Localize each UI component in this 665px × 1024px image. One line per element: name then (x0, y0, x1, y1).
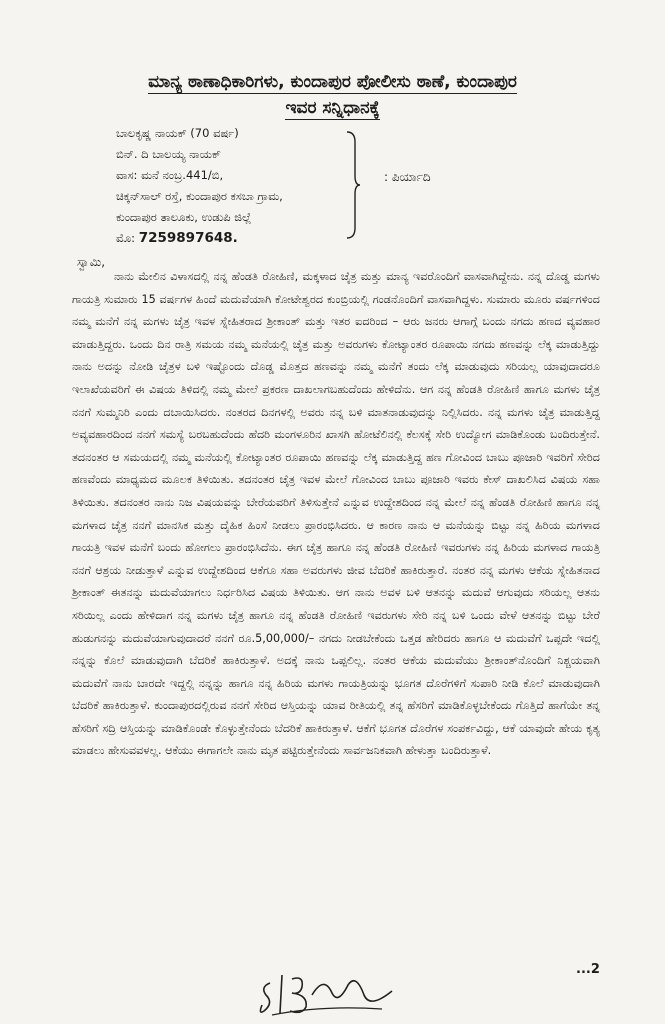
complainant-father: ಬಿನ್. ದಿ ಬಾಲಯ್ಯ ನಾಯಕ್ (116, 147, 221, 161)
complainant-role: : ಪಿರ್ಯಾದಿ (384, 170, 431, 184)
heading-line-1 (60, 72, 605, 92)
phone-label: ಮೊ: (116, 231, 136, 245)
complainant-taluk: ಕುಂದಾಪುರ ತಾಲೂಕು, ಉಡುಪಿ ಜಿಲ್ಲೆ (116, 210, 252, 224)
complainant-phone-line (116, 228, 366, 249)
page-number: ...2 (576, 962, 600, 977)
complainant-name: ಬಾಲಕೃಷ್ಣ ನಾಯಕ್ (70 ವರ್ಷ) (116, 126, 239, 140)
complainant-road: ಚಿಕ್ಕನ್‌ಸಾಲ್ ರಸ್ತೆ, ಕುಂದಾಪುರ ಕಸಬಾ ಗ್ರಾಮ, (116, 189, 283, 203)
heading-line-1-text: ಮಾನ್ಯ ಠಾಣಾಧಿಕಾರಿಗಳು, ಕುಂದಾಪುರ ಪೋಲೀಸು ಠಾಣೆ, ಕುಂದಾಪುರ (148, 72, 517, 92)
complaint-body: ನಾನು ಮೇಲಿನ ವಿಳಾಸದಲ್ಲಿ ನನ್ನ ಹೆಂಡತಿ ರೋಹಿಣಿ, ಮಕ್ಕಳಾದ ಚೈತ್ರ ಮತ್ತು ಮಾನ್ಯ ಇವರೊಂದಿಗೆ ವಾಸವಾಗಿದ್ದೇನು. ನನ್ನ ದೊಡ್ಡ ಮಗಳು ಗಾಯತ್ರಿ ಸುಮಾರು 15 ವರ್ಷಗಳ ಹಿಂದೆ ಮದುವೆಯಾಗಿ ಕೋಟೇಶ್ವರದ ಕುಂಬ್ರಿಯಲ್ಲಿ ಗಂಡನೊಂದಿಗೆ ವಾಸವಾಗಿದ್ದಳು. ಸುಮಾರು ಮೂರು ವರ್ಷಗಳಿಂದ ನಮ್ಮ ಮನೆಗೆ ನನ್ನ ಮಗಳು ಚೈತ್ರ ಇವಳ ಸ್ನೇಹಿತರಾದ ಶ್ರೀಕಾಂತ್ ಮತ್ತು ಇತರ ಐದರಿಂದ – ಆರು ಜನರು ಆಗಾಗ್ಗೆ ಬಂದು ನಗದು ಹಣದ ವ್ಯವಹಾರ ಮಾಡುತ್ತಿದ್ದರು. ಒಂದು ದಿನ ರಾತ್ರಿ ಸಮಯ ನಮ್ಮ ಮನೆಯಲ್ಲಿ ಚೈತ್ರ ಮತ್ತು ಅವರುಗಳು ಕೋಟ್ಯಾಂತರ ರೂಪಾಯಿ ನಗದು ಹಣವನ್ನು ಲೆಕ್ಕ ಮಾಡುತ್ತಿದ್ದು ನಾನು ಅದನ್ನು ನೋಡಿ ಚೈತ್ರಳ ಬಳಿ ಇಷ್ಟೊಂದು ದೊಡ್ಡ ಮೊತ್ತದ ಹಣವನ್ನು ನಮ್ಮ ಮನೆಗೆ ತಂದು ಲೆಕ್ಕ ಮಾಡುವುದು ಸರಿಯಲ್ಲ ಯಾವುದಾದರೂ ಇಲಾಖೆಯವರಿಗೆ ಈ ವಿಷಯ ತಿಳಿದಲ್ಲಿ ನಮ್ಮ ಮೇಲೆ ಪ್ರಕರಣ ದಾಖಲಾಗಬಹುದೆಂದು ಹೇಳಿದೆನು. ಆಗ ನನ್ನ ಹೆಂಡತಿ ರೋಹಿಣಿ ಹಾಗೂ ಮಗಳು ಚೈತ್ರ ನನಗೆ ಸುಮ್ಮನಿರಿ ಎಂದು ದಬಾಯಿಸಿದರು. ನಂತರದ ದಿನಗಳಲ್ಲಿ ಅವರು ನನ್ನ ಬಳಿ ಮಾತನಾಡುವುದನ್ನು ನಿಲ್ಲಿಸಿದರು. ನನ್ನ ಮಗಳು ಚೈತ್ರ ಮಾಡುತ್ತಿದ್ದ ಅವ್ಯವಹಾರದಿಂದ ನನಗೆ ಸಮಸ್ಯೆ ಬರಬಹುದೆಂದು ಹೆದರಿ ಮಂಗಳೂರಿನ ಖಾಸಗಿ ಹೋಟೆಲಿನಲ್ಲಿ ಕೆಲಸಕ್ಕೆ ಸೇರಿ ಉದ್ಯೋಗ ಮಾಡಿಕೊಂಡು ಬಂದಿರುತ್ತೇನೆ. ತದನಂತರ ಆ ಸಮಯದಲ್ಲಿ ನಮ್ಮ ಮನೆಯಲ್ಲಿ ಕೋಟ್ಯಾಂತರ ರೂಪಾಯಿ ಹಣವನ್ನು ಲೆಕ್ಕ ಮಾಡುತ್ತಿದ್ದ ಹಣ ಗೋವಿಂದ ಬಾಬು ಪೂಜಾರಿ ಇವರಿಗೆ ಸೇರಿದ ಹಣವೆಂದು ಮಾಧ್ಯಮದ ಮೂಲಕ ತಿಳಿಯಿತು. ತದನಂತರ ಚೈತ್ರ ಇವಳ ಮೇಲೆ ಗೋವಿಂದ ಬಾಬು ಪೂಜಾರಿ ಇವರು ಕೇಸ್ ದಾಖಲಿಸಿದ ವಿಷಯ ಸಹಾ ತಿಳಿಯಿತು. ತದನಂತರ ನಾನು ನಿಜ ವಿಷಯವನ್ನು ಬೇರೆಯವರಿಗೆ ತಿಳಿಸುತ್ತೇನೆ ಎನ್ನುವ ಉದ್ದೇಶದಿಂದ ನನ್ನ ಮೇಲೆ ನನ್ನ ಹೆಂಡತಿ ರೋಹಿಣಿ ಹಾಗೂ ನನ್ನ ಮಗಳಾದ ಚೈತ್ರ ನನಗೆ ಮಾನಸಿಕ ಮತ್ತು ದೈಹಿಕ ಹಿಂಸೆ ನೀಡಲು ಪ್ರಾರಂಭಿಸಿದರು. ಆ ಕಾರಣ ನಾನು ಆ ಮನೆಯನ್ನು ಬಿಟ್ಟು ನನ್ನ ಹಿರಿಯ ಮಗಳಾದ ಗಾಯತ್ರಿ ಇವಳ ಮನೆಗೆ ಬಂದು ಹೋಗಲು ಪ್ರಾರಂಭಿಸಿದೆನು. ಈಗ ಚೈತ್ರ ಹಾಗೂ ನನ್ನ ಹೆಂಡತಿ ರೋಹಿಣಿ ಇವರುಗಳು ನನ್ನ ಹಿರಿಯ ಮಗಳಾದ ಗಾಯತ್ರಿ ನನಗೆ ಆಶ್ರಯ ನೀಡುತ್ತಾಳೆ ಎನ್ನುವ ಉದ್ದೇಶದಿಂದ ಆಕೆಗೂ ಸಹಾ ಅವರುಗಳು ಜೀವ ಬೆದರಿಕೆ ಹಾಕಿರುತ್ತಾರೆ. ನಂತರ ನನ್ನ ಮಗಳು ಆಕೆಯ ಸ್ನೇಹಿತನಾದ ಶ್ರೀಕಾಂತ್ ಈತನನ್ನು ಮದುವೆಯಾಗಲು ನಿರ್ಧರಿಸಿದ ವಿಷಯ ತಿಳಿಯಿತು. ಆಗ ನಾನು ಅವಳ ಬಳಿ ಆತನನ್ನು ಮದುವೆ ಆಗುವುದು ಸರಿಯಲ್ಲ ಆತನು ಸರಿಯಿಲ್ಲ ಎಂದು ಹೇಳಿದಾಗ ನನ್ನ ಮಗಳು ಚೈತ್ರ ಹಾಗೂ ನನ್ನ ಹೆಂಡತಿ ರೋಹಿಣಿ ಇವರುಗಳು ಸೇರಿ ನನ್ನ ಬಳಿ ಒಂದು ವೇಳೆ ಆತನನ್ನು ಬಿಟ್ಟು ಬೇರೆ ಹುಡುಗನನ್ನು ಮದುವೆಯಾಗುವುದಾದರೆ ನನಗೆ ರೂ.5,00,000/– ನಗದು ನೀಡಬೇಕೆಂದು ಒತ್ತಡ ಹೇರಿದರು ಹಾಗೂ ಆ ಮದುವೆಗೆ ಒಪ್ಪದೇ ಇದಲ್ಲಿ ನನ್ನನ್ನು ಕೊಲೆ ಮಾಡುವುದಾಗಿ ಬೆದರಿಕೆ ಹಾಕಿರುತ್ತಾಳೆ. ಅದಕ್ಕೆ ನಾನು ಒಪ್ಪಲಿಲ್ಲ. ನಂತರ ಆಕೆಯ ಮದುವೆಯು ಶ್ರೀಕಾಂತ್‌ನೊಂದಿಗೆ ನಿಶ್ಚಯವಾಗಿ ಮದುವೆಗೆ ನಾನು ಬಾರದೇ ಇದ್ದಲ್ಲಿ ನನ್ನನ್ನು ಹಾಗೂ ನನ್ನ ಹಿರಿಯ ಮಗಳು ಗಾಯತ್ರಿಯನ್ನು ಭೂಗತ ದೊರೆಗಳಿಗೆ ಸುಪಾರಿ ನೀಡಿ ಕೊಲೆ ಮಾಡುವುದಾಗಿ ಬೆದರಿಕೆ ಹಾಕಿರುತ್ತಾಳೆ. ಕುಂದಾಪುರದಲ್ಲಿರುವ ನನಗೆ ಸೇರಿದ ಆಸ್ತಿಯನ್ನು ಯಾವ ರೀತಿಯಲ್ಲಿ ತನ್ನ ಹೆಸರಿಗೆ ಮಾಡಿಕೊಳ್ಳಬೇಕೆಂದು ಗೊತ್ತಿದೆ ಹಾಗೆಯೇ ತನ್ನ ಹೆಸರಿಗೆ ಸದ್ರಿ ಆಸ್ತಿಯನ್ನು ಮಾಡಿಕೊಂಡೇ ಕೊಳ್ಳುತ್ತೇನೆಂದು ಬೆದರಿಕೆ ಹಾಕಿರುತ್ತಾಳೆ. ಆಕೆಗೆ ಭೂಗತ ದೊರೆಗಳ ಸಂಪರ್ಕವಿದ್ದು, ಆಕೆ ಯಾವುದೇ ಹೇಯ ಕೃತ್ಯ ಮಾಡಲು ಹೇಸುವವಳಲ್ಲ. ಆಕೆಯು ಈಗಾಗಲೇ ನಾನು ಮೃತ ಪಟ್ಟಿರುತ್ತೇನೆಂದು ಸಾರ್ವಜನಿಕವಾಗಿ ಹೇಳುತ್ತಾ ಬಂದಿರುತ್ತಾಳೆ. (72, 270, 600, 758)
heading-line-2 (60, 98, 605, 118)
complainant-residence: ವಾಸ: ಮನೆ ನಂಬ್ರ.441/ಬಿ, (116, 168, 224, 182)
salutation: ಸ್ವಾಮಿ, (77, 255, 106, 269)
heading-line-2-text: ಇವರ ಸನ್ನಿಧಾನಕ್ಕೆ (285, 98, 380, 118)
signature-icon (252, 965, 402, 1020)
phone-number: 7259897648. (138, 230, 238, 246)
curly-brace-icon (345, 130, 361, 240)
complainant-address-block (116, 123, 366, 249)
